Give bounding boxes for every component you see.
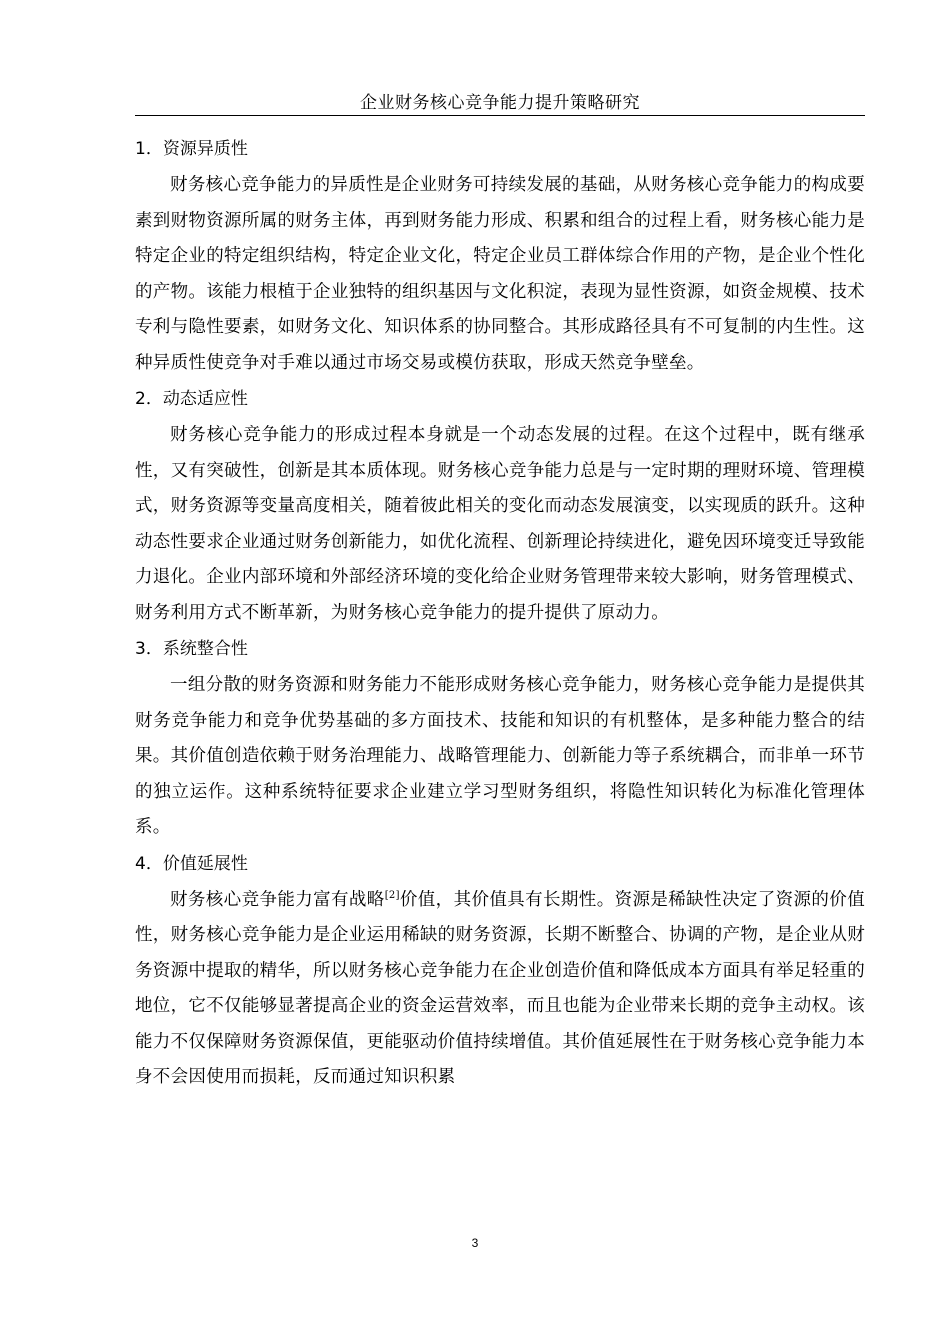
section-number: 2． <box>135 389 163 409</box>
section-paragraph-3: 一组分散的财务资源和财务能力不能形成财务核心竞争能力，财务核心竞争能力是提供其财务竞争能力和竞争优势基础的多方面技术、技能和知识的有机整体，是多种能力整合的结果。其价值创造依赖于财务治理能力、战略管理能力、创新能力等子系统耦合，而非单一环节的独立运作。这种系统特征要求企业建立学习型财务组织，将隐性知识转化为标准化管理体系。 <box>135 675 865 837</box>
paragraph-text-before-citation: 财务核心竞争能力富有战略 <box>170 889 385 910</box>
section-paragraph-2: 财务核心竞争能力的形成过程本身就是一个动态发展的过程。在这个过程中，既有继承性，又有突破性，创新是其本质体现。财务核心竞争能力总是与一定时期的理财环境、管理模式，财务资源等变量高度相关，随着彼此相关的变化而动态发展演变，以实现质的跃升。这种动态性要求企业通过财务创新能力，如优化流程、创新理论持续进化，避免因环境变迁导致能力退化。企业内部环境和外部经济环境的变化给企业财务管理带来较大影响，财务管理模式、财务利用方式不断革新，为财务核心竞争能力的提升提供了原动力。 <box>135 425 865 623</box>
section-paragraph-1: 财务核心竞争能力的异质性是企业财务可持续发展的基础，从财务核心竞争能力的构成要素到财物资源所属的财务主体，再到财务能力形成、积累和组合的过程上看，财务核心能力是特定企业的特定组织结构，特定企业文化，特定企业员工群体综合作用的产物，是企业个性化的产物。该能力根植于企业独特的组织基因与文化积淀，表现为显性资源，如资金规模、技术专利与隐性要素，如财务文化、知识体系的协同整合。其形成路径具有不可复制的内生性。这种异质性使竞争对手难以通过市场交易或模仿获取，形成天然竞争壁垒。 <box>135 175 865 373</box>
header-divider <box>135 115 865 116</box>
page-body <box>135 131 865 1096</box>
section-heading-4 <box>135 846 865 883</box>
page-number: 3 <box>471 1236 479 1250</box>
section-heading-3 <box>135 631 865 668</box>
citation-reference[interactable]: [2] <box>384 889 400 901</box>
section-title: 动态适应性 <box>162 389 248 409</box>
section-title: 资源异质性 <box>162 139 248 159</box>
section-title: 系统整合性 <box>162 639 248 659</box>
section-paragraph-4 <box>135 883 865 1096</box>
section-heading-2 <box>135 381 865 418</box>
section-title: 价值延展性 <box>162 853 248 874</box>
paragraph-text-after-citation: 价值，其价值具有长期性。资源是稀缺性决定了资源的价值性，财务核心竞争能力是企业运用稀缺的财务资源，长期不断整合、协调的产物，是企业从财务资源中提取的精华，所以财务核心竞争能力在企业创造价值和降低成本方面具有举足轻重的地位，它不仅能够显著提高企业的资金运营效率，而且也能为企业带来长期的竞争主动权。该能力不仅保障财务资源保值，更能驱动价值持续增值。其价值延展性在于财务核心竞争能力本身不会因使用而损耗，反而通过知识积累 <box>135 889 865 1087</box>
running-header-title: 企业财务核心竞争能力提升策略研究 <box>360 93 640 113</box>
section-number: 4． <box>135 853 163 874</box>
section-number: 1． <box>135 139 163 159</box>
section-number: 3． <box>135 639 163 659</box>
section-heading-1 <box>135 131 865 168</box>
